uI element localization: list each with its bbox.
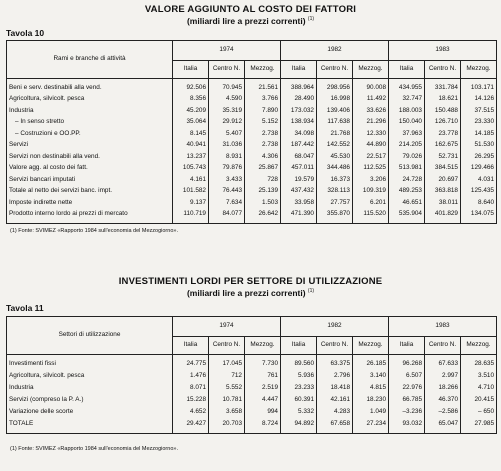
table-cell: 27.757 — [317, 197, 353, 209]
table-cell: 16.998 — [317, 94, 353, 106]
row-label: Agricoltura, silvicolt. pesca — [9, 95, 85, 103]
table-cell: 712 — [209, 370, 245, 382]
row-label: Servizi — [9, 141, 29, 149]
table-cell: 21.561 — [245, 82, 281, 94]
spacer-cell — [353, 220, 389, 224]
table-row — [7, 406, 497, 418]
table-cell: 90.008 — [353, 82, 389, 94]
table-cell: 17.045 — [209, 358, 245, 370]
table-cell: 66.785 — [389, 394, 425, 406]
table-cell: 8.724 — [245, 418, 281, 430]
row-label: Industria — [9, 106, 34, 114]
table-cell: 94.892 — [281, 418, 317, 430]
spacer-cell — [389, 220, 425, 224]
table-cell: 125.435 — [461, 186, 497, 198]
table-cell: 14.126 — [461, 94, 497, 106]
row-label: Industria — [9, 383, 34, 391]
table-cell: 384.515 — [425, 163, 461, 175]
table-row — [7, 418, 497, 430]
table-cell: 139.406 — [317, 105, 353, 117]
table-cell: 117.638 — [317, 117, 353, 129]
table1-subtitle-note: (1) — [307, 16, 315, 23]
table-cell: 40.941 — [173, 140, 209, 152]
table2-subtitle-note: (1) — [307, 288, 315, 295]
table-cell: 5.552 — [209, 382, 245, 394]
table-cell: 31.036 — [209, 140, 245, 152]
table-cell: 27.985 — [461, 418, 497, 430]
table-cell: 1.049 — [353, 406, 389, 418]
table-row — [7, 105, 497, 117]
table-cell: 110.719 — [173, 209, 209, 221]
table-cell: 5.407 — [209, 128, 245, 140]
table-cell: 5.936 — [281, 370, 317, 382]
table2-body — [7, 355, 497, 434]
table-cell: 21.768 — [317, 128, 353, 140]
table-cell: 535.904 — [389, 209, 425, 221]
spacer-cell — [461, 220, 497, 224]
row-label: Agricoltura, silvicolt. pesca — [9, 371, 85, 379]
table-cell: 19.579 — [281, 174, 317, 186]
table-cell: 29.427 — [173, 418, 209, 430]
table1-subheader: Centro N. — [425, 61, 461, 79]
table1-subheader: Mezzog. — [245, 61, 281, 79]
table-cell: 4.306 — [245, 151, 281, 163]
table-cell: 7.634 — [209, 197, 245, 209]
table-cell: 33.626 — [353, 105, 389, 117]
spacer-cell — [317, 430, 353, 434]
table-cell: 26.185 — [353, 358, 389, 370]
spacer-cell — [209, 220, 245, 224]
table-cell: 328.113 — [317, 186, 353, 198]
table-cell: 401.829 — [425, 209, 461, 221]
table-cell: 434.955 — [389, 82, 425, 94]
table-cell: 37.515 — [461, 105, 497, 117]
spacer-row — [7, 430, 497, 434]
table-cell: 42.161 — [317, 394, 353, 406]
table-cell: 5.152 — [245, 117, 281, 129]
table-cell: 70.945 — [209, 82, 245, 94]
spacer-cell — [7, 430, 173, 434]
table-cell: 20.703 — [209, 418, 245, 430]
table-cell: 3.766 — [245, 94, 281, 106]
spacer-cell — [281, 220, 317, 224]
table2-subheader: Italia — [389, 337, 425, 355]
table1-year: 1983 — [389, 41, 497, 61]
table-cell: 29.912 — [209, 117, 245, 129]
table1-subheader: Mezzog. — [461, 61, 497, 79]
table-row — [7, 140, 497, 152]
table-cell: 12.330 — [353, 128, 389, 140]
row-label: Servizi bancari imputati — [9, 175, 76, 183]
table-cell: 142.552 — [317, 140, 353, 152]
table-row — [7, 358, 497, 370]
spacer-cell — [425, 220, 461, 224]
table2-title: INVESTIMENTI LORDI PER SETTORE DI UTILIZZAZIONE — [118, 276, 383, 287]
table-cell: 5.332 — [281, 406, 317, 418]
table1-title: VALORE AGGIUNTO AL COSTO DEI FATTORI — [144, 4, 357, 15]
table2 — [6, 316, 497, 434]
table-cell: 10.781 — [209, 394, 245, 406]
table-cell: 105.743 — [173, 163, 209, 175]
table-cell: 2.738 — [245, 128, 281, 140]
table-cell: 3.140 — [353, 370, 389, 382]
table-cell: 437.432 — [281, 186, 317, 198]
table-row — [7, 209, 497, 221]
table-row — [7, 128, 497, 140]
table2-row-header: Settori di utilizzazione — [7, 317, 173, 355]
table-cell: 21.296 — [353, 117, 389, 129]
table-row — [7, 174, 497, 186]
table-row — [7, 382, 497, 394]
table-cell: 1.476 — [173, 370, 209, 382]
table1-label: Tavola 10 — [6, 28, 45, 38]
table-cell: 34.098 — [281, 128, 317, 140]
table-cell: 3.658 — [209, 406, 245, 418]
table-cell: 20.697 — [425, 174, 461, 186]
table1-year: 1982 — [281, 41, 389, 61]
table-cell: 52.731 — [425, 151, 461, 163]
table-cell: 28.635 — [461, 358, 497, 370]
table-cell: 126.710 — [425, 117, 461, 129]
table-cell: 187.442 — [281, 140, 317, 152]
table-cell: 76.443 — [209, 186, 245, 198]
table-cell: 129.466 — [461, 163, 497, 175]
table2-subheader: Centro N. — [317, 337, 353, 355]
table-cell: 46.370 — [425, 394, 461, 406]
table-cell: 4.590 — [209, 94, 245, 106]
table-cell: 84.077 — [209, 209, 245, 221]
spacer-cell — [353, 430, 389, 434]
table-cell: 22.976 — [389, 382, 425, 394]
spacer-cell — [7, 220, 173, 224]
table-cell: 6.507 — [389, 370, 425, 382]
table-cell: 728 — [245, 174, 281, 186]
table-cell: 513.981 — [389, 163, 425, 175]
table2-year: 1982 — [281, 317, 389, 337]
row-label: – Costruzioni e OO.PP. — [15, 129, 81, 137]
table-cell: 1.503 — [245, 197, 281, 209]
table-cell: 355.870 — [317, 209, 353, 221]
table-cell: 4.161 — [173, 174, 209, 186]
table2-subheader: Mezzog. — [353, 337, 389, 355]
table-cell: 363.818 — [425, 186, 461, 198]
spacer-cell — [245, 220, 281, 224]
table-cell: 761 — [245, 370, 281, 382]
table-cell: 112.525 — [353, 163, 389, 175]
table-cell: – 650 — [461, 406, 497, 418]
table1-year: 1974 — [173, 41, 281, 61]
table-cell: 26.295 — [461, 151, 497, 163]
table-cell: 26.642 — [245, 209, 281, 221]
table-cell: 96.268 — [389, 358, 425, 370]
table-cell: 344.486 — [317, 163, 353, 175]
row-label: Totale al netto dei servizi banc. impt. — [9, 187, 113, 195]
table-cell: –3.236 — [389, 406, 425, 418]
table-cell: 388.964 — [281, 82, 317, 94]
table-cell: 44.890 — [353, 140, 389, 152]
table-cell: 63.375 — [317, 358, 353, 370]
row-label: Beni e serv. destinabili alla vend. — [9, 83, 102, 91]
table2-year: 1974 — [173, 317, 281, 337]
table-cell: 150.488 — [425, 105, 461, 117]
spacer-cell — [317, 220, 353, 224]
row-label: – In senso stretto — [15, 118, 65, 126]
table-cell: 150.040 — [389, 117, 425, 129]
table-cell: 101.582 — [173, 186, 209, 198]
table-row — [7, 82, 497, 94]
table-cell: 35.319 — [209, 105, 245, 117]
table-cell: 4.031 — [461, 174, 497, 186]
spacer-cell — [209, 430, 245, 434]
table-cell: 3.433 — [209, 174, 245, 186]
table2-footnote: (1) Fonte: SVIMEZ «Rapporto 1984 sull'economia del Mezzogiorno». — [10, 446, 178, 452]
table-cell: –2.586 — [425, 406, 461, 418]
row-label: Servizi non destinabili alla vend. — [9, 152, 100, 160]
table2-label: Tavola 11 — [6, 303, 44, 313]
table1-subheader: Centro N. — [209, 61, 245, 79]
table2-subheader: Italia — [173, 337, 209, 355]
table-cell: 457.011 — [281, 163, 317, 175]
table-cell: 35.064 — [173, 117, 209, 129]
table-cell: 109.319 — [353, 186, 389, 198]
table-cell: 23.778 — [425, 128, 461, 140]
table-cell: 45.530 — [317, 151, 353, 163]
table-cell: 25.139 — [245, 186, 281, 198]
table-cell: 67.658 — [317, 418, 353, 430]
table1-subheader: Italia — [389, 61, 425, 79]
table2-subheader: Mezzog. — [461, 337, 497, 355]
table-cell: 37.963 — [389, 128, 425, 140]
table-row — [7, 186, 497, 198]
table-cell: 18.418 — [317, 382, 353, 394]
table1-body — [7, 79, 497, 224]
table-cell: 8.356 — [173, 94, 209, 106]
table-row — [7, 163, 497, 175]
table-cell: 162.675 — [425, 140, 461, 152]
table-cell: 23.330 — [461, 117, 497, 129]
table-cell: 214.205 — [389, 140, 425, 152]
spacer-cell — [389, 430, 425, 434]
table-cell: 298.956 — [317, 82, 353, 94]
row-label: Valore agg. al costo dei fatt. — [9, 164, 88, 172]
table-cell: 3.206 — [353, 174, 389, 186]
table-row — [7, 394, 497, 406]
table2-subheader: Centro N. — [425, 337, 461, 355]
table-cell: 51.530 — [461, 140, 497, 152]
table-cell: 2.519 — [245, 382, 281, 394]
table-cell: 33.958 — [281, 197, 317, 209]
table2-subtitle-text: (miliardi lire a prezzi correnti) — [186, 288, 306, 298]
table2-subheader: Italia — [281, 337, 317, 355]
spacer-cell — [461, 430, 497, 434]
table-cell: 6.201 — [353, 197, 389, 209]
table-cell: 45.209 — [173, 105, 209, 117]
table-cell: 92.506 — [173, 82, 209, 94]
table-cell: 471.390 — [281, 209, 317, 221]
table-cell: 28.490 — [281, 94, 317, 106]
table-cell: 23.233 — [281, 382, 317, 394]
table1-subheader: Italia — [281, 61, 317, 79]
table-row — [7, 94, 497, 106]
table-cell: 331.784 — [425, 82, 461, 94]
table-cell: 65.047 — [425, 418, 461, 430]
table-cell: 3.510 — [461, 370, 497, 382]
table-cell: 4.815 — [353, 382, 389, 394]
table-cell: 18.230 — [353, 394, 389, 406]
table-row — [7, 151, 497, 163]
row-label: Variazione delle scorte — [9, 407, 74, 415]
table1-subheader: Centro N. — [317, 61, 353, 79]
table-cell: 13.237 — [173, 151, 209, 163]
table-cell: 134.075 — [461, 209, 497, 221]
table1-subheader: Italia — [173, 61, 209, 79]
table-cell: 22.517 — [353, 151, 389, 163]
table-cell: 2.738 — [245, 140, 281, 152]
table-cell: 115.520 — [353, 209, 389, 221]
table-cell: 173.032 — [281, 105, 317, 117]
table-cell: 188.003 — [389, 105, 425, 117]
table2-year-header-row — [7, 317, 497, 337]
table1-subtitle-text: (miliardi lire a prezzi correnti) — [186, 16, 306, 26]
table-cell: 2.997 — [425, 370, 461, 382]
table-row — [7, 197, 497, 209]
table-cell: 15.228 — [173, 394, 209, 406]
table-cell: 25.867 — [245, 163, 281, 175]
table-cell: 103.171 — [461, 82, 497, 94]
table-cell: 27.234 — [353, 418, 389, 430]
table-cell: 8.640 — [461, 197, 497, 209]
table-cell: 4.447 — [245, 394, 281, 406]
table-cell: 489.253 — [389, 186, 425, 198]
table1-subheader: Mezzog. — [353, 61, 389, 79]
table-cell: 994 — [245, 406, 281, 418]
table-cell: 7.890 — [245, 105, 281, 117]
row-label: Servizi (compreso la P. A.) — [9, 395, 84, 403]
table-row — [7, 117, 497, 129]
table-cell: 9.137 — [173, 197, 209, 209]
table-cell: 24.775 — [173, 358, 209, 370]
spacer-cell — [173, 430, 209, 434]
row-label: Prodotto interno lordo ai prezzi di mercato — [9, 210, 128, 218]
table-cell: 79.026 — [389, 151, 425, 163]
table-cell: 11.492 — [353, 94, 389, 106]
table-cell: 68.047 — [281, 151, 317, 163]
row-label: Investimenti fissi — [9, 359, 56, 367]
table-cell: 4.710 — [461, 382, 497, 394]
table-cell: 93.032 — [389, 418, 425, 430]
spacer-row — [7, 220, 497, 224]
table-cell: 38.011 — [425, 197, 461, 209]
table2-year: 1983 — [389, 317, 497, 337]
table2-subheader: Mezzog. — [245, 337, 281, 355]
table-cell: 2.796 — [317, 370, 353, 382]
table-cell: 24.728 — [389, 174, 425, 186]
table-cell: 18.621 — [425, 94, 461, 106]
table-cell: 46.651 — [389, 197, 425, 209]
row-label: TOTALE — [9, 419, 34, 427]
table2-subtitle — [0, 288, 501, 298]
table-cell: 4.283 — [317, 406, 353, 418]
spacer-cell — [245, 430, 281, 434]
table-cell: 8.071 — [173, 382, 209, 394]
table-cell: 14.185 — [461, 128, 497, 140]
spacer-cell — [173, 220, 209, 224]
table-cell: 18.266 — [425, 382, 461, 394]
table-cell: 20.415 — [461, 394, 497, 406]
table1 — [6, 40, 497, 224]
table-cell: 32.747 — [389, 94, 425, 106]
table-cell: 8.931 — [209, 151, 245, 163]
table-cell: 8.145 — [173, 128, 209, 140]
table-cell: 67.633 — [425, 358, 461, 370]
table-cell: 138.934 — [281, 117, 317, 129]
spacer-cell — [281, 430, 317, 434]
table1-row-header: Rami e branche di attività — [7, 41, 173, 79]
table1-footnote: (1) Fonte: SVIMEZ «Rapporto 1984 sull'economia del Mezzogiorno». — [10, 228, 178, 234]
table-cell: 60.391 — [281, 394, 317, 406]
table-cell: 16.373 — [317, 174, 353, 186]
table-cell: 89.560 — [281, 358, 317, 370]
spacer-cell — [425, 430, 461, 434]
table-cell: 4.652 — [173, 406, 209, 418]
table1-year-header-row — [7, 41, 497, 61]
table-cell: 7.730 — [245, 358, 281, 370]
table-row — [7, 370, 497, 382]
table-cell: 79.876 — [209, 163, 245, 175]
row-label: Imposte indirette nette — [9, 198, 73, 206]
table1-subtitle — [0, 16, 501, 26]
table2-subheader: Centro N. — [209, 337, 245, 355]
